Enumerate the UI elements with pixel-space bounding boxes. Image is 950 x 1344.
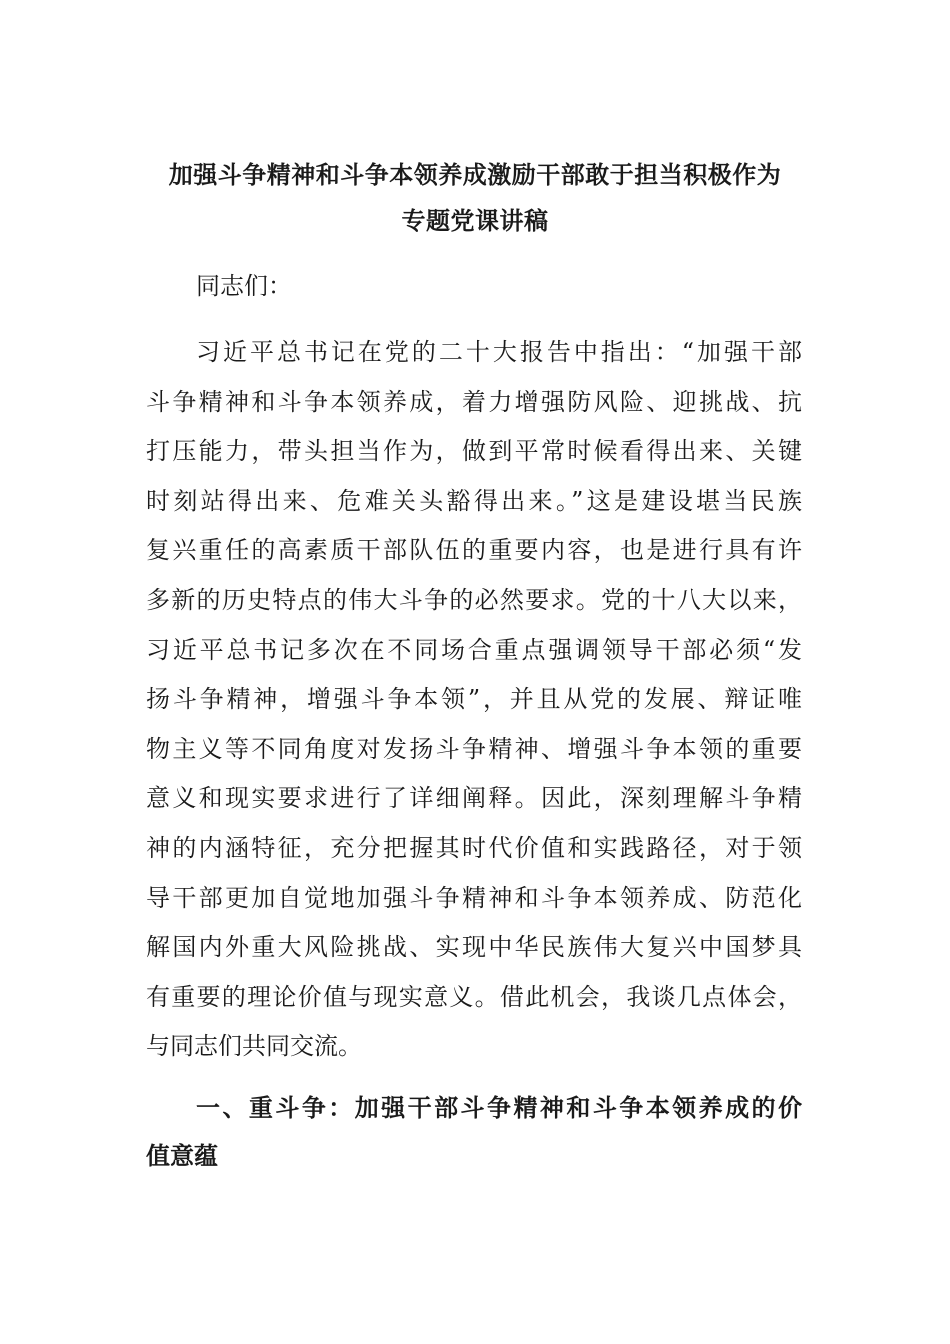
paragraph-line: 有重要的理论价值与现实意义。借此机会，我谈几点体会， bbox=[146, 982, 802, 1011]
paragraph-line: 习近平总书记在党的二十大报告中指出：“加强干部 bbox=[196, 338, 802, 366]
body-paragraph bbox=[146, 328, 802, 1072]
section-heading-1 bbox=[146, 1084, 802, 1180]
paragraph-line: 扬斗争精神，增强斗争本领”，并且从党的发展、辩证唯 bbox=[146, 685, 802, 714]
paragraph-line: 复兴重任的高素质干部队伍的重要内容，也是进行具有许 bbox=[146, 536, 802, 565]
document-title bbox=[140, 152, 810, 244]
paragraph-line: 神的内涵特征，充分把握其时代价值和实践路径，对于领 bbox=[146, 833, 802, 862]
paragraph-line: 解国内外重大风险挑战、实现中华民族伟大复兴中国梦具 bbox=[146, 933, 802, 962]
heading-line: 一、重斗争：加强干部斗争精神和斗争本领养成的价 bbox=[196, 1094, 802, 1122]
title-line-2: 专题党课讲稿 bbox=[401, 207, 549, 235]
paragraph-line: 习近平总书记多次在不同场合重点强调领导干部必须“发 bbox=[146, 635, 802, 664]
salutation: 同志们： bbox=[196, 272, 292, 300]
paragraph-line: 时刻站得出来、危难关头豁得出来。”这是建设堪当民族 bbox=[146, 486, 802, 515]
heading-line: 值意蕴 bbox=[146, 1142, 218, 1170]
paragraph-line: 物主义等不同角度对发扬斗争精神、增强斗争本领的重要 bbox=[146, 734, 802, 763]
paragraph-line: 意义和现实要求进行了详细阐释。因此，深刻理解斗争精 bbox=[146, 784, 802, 813]
paragraph-line: 打压能力，带头担当作为，做到平常时候看得出来、关键 bbox=[146, 437, 802, 466]
paragraph-line: 多新的历史特点的伟大斗争的必然要求。党的十八大以来， bbox=[146, 585, 802, 614]
paragraph-line: 与同志们共同交流。 bbox=[146, 1032, 362, 1061]
paragraph-line: 斗争精神和斗争本领养成，着力增强防风险、迎挑战、抗 bbox=[146, 387, 802, 416]
title-line-1: 加强斗争精神和斗争本领养成激励干部敢于担当积极作为 bbox=[168, 161, 782, 189]
paragraph-line: 导干部更加自觉地加强斗争精神和斗争本领养成、防范化 bbox=[146, 883, 802, 912]
